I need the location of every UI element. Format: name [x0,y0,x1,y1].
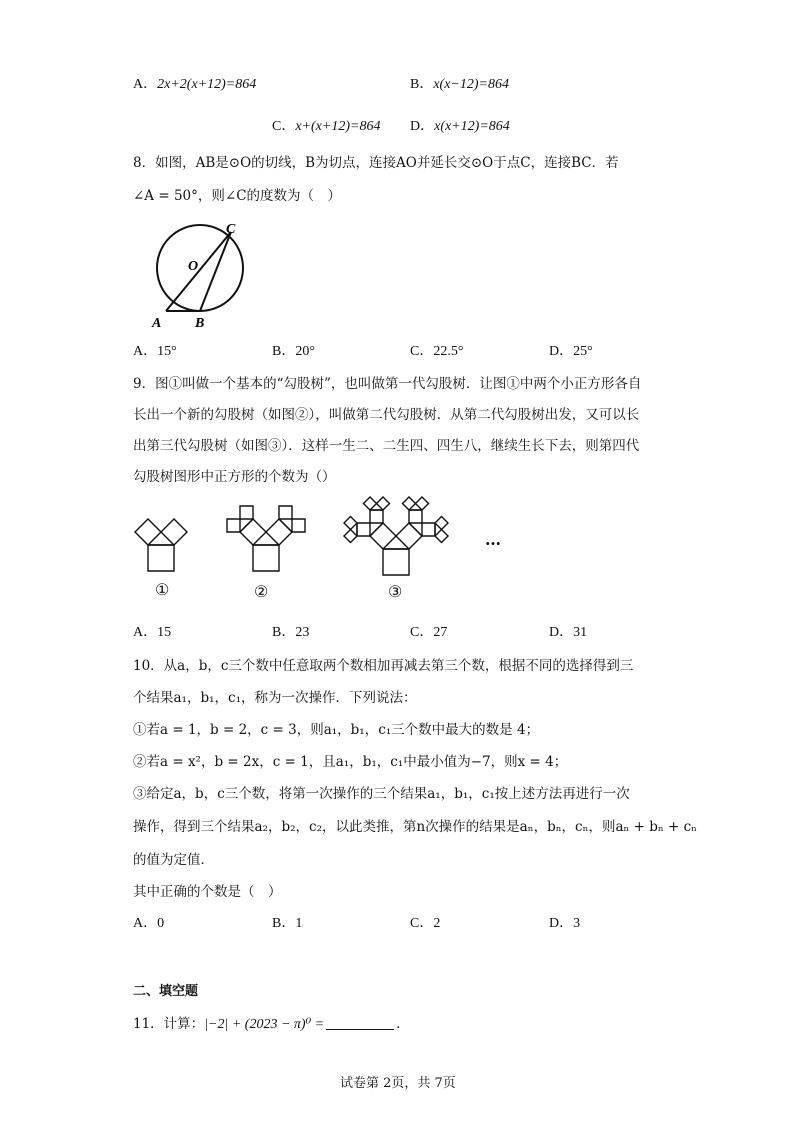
q8-option-c: C．22.5° [410,344,464,359]
square [383,549,409,575]
q10-ask: 其中正确的个数是（ ） [133,884,282,900]
q7-option-b: B．x(x−12)=864 [410,77,509,92]
q10-option-b: B．1 [272,916,303,931]
square [409,510,422,523]
q10-statement-3-line3: 的值为定值． [133,852,214,868]
square [416,497,429,510]
q8-stem-line1: 8．如图，AB是⊙O的切线，B为切点，连接AO并延长交⊙O于点C，连接BC．若 [133,155,619,171]
square [422,523,435,536]
square [396,523,422,549]
q9-stem-line4: 勾股树图形中正方形的个数为（） [133,469,336,485]
section-title-fill-in: 二、填空题 [133,984,199,999]
label-b: B [195,316,205,331]
q7-option-c: C．x+(x+12)=864 [272,119,381,134]
q11 [133,1012,410,1033]
q8-option-d: D．25° [549,344,593,359]
q9-stem-line1: 9．图①叫做一个基本的“勾股树”，也叫做第一代勾股树．让图①中两个小正方形各自 [133,376,642,392]
square [240,519,266,545]
q10-statement-2: ②若a = x²，b = 2x，c = 1，且a₁，b₁，c₁中最小值为−7，则x = 4； [133,754,568,770]
figure-label-3: ③ [388,582,403,601]
q8-option-a: A．15° [133,344,177,359]
square [292,519,305,532]
q10-option-a: A．0 [133,916,165,931]
label-o: O [188,259,199,274]
q11-prefix: 11．计算： [133,1016,205,1032]
q7-option-d: D．x(x+12)=864 [410,119,510,134]
q9-option-d: D．31 [549,625,588,640]
q10-option-d: D．3 [549,916,581,931]
label-c: C [226,222,236,237]
square [135,519,161,545]
q7-option-a: A．2x+2(x+12)=864 [133,77,257,92]
q10-stem-line2: 个结果a₁，b₁，c₁，称为一次操作．下列说法： [133,690,417,706]
q10-statement-3-line1: ③给定a，b，c三个数，将第一次操作的三个结果a₁，b₁，c₁按上述方法再进行一次 [133,786,630,802]
square [344,530,357,543]
square [266,519,292,545]
square [148,545,174,571]
q9-option-a: A．15 [133,625,172,640]
figure-label-1: ① [155,580,170,599]
square [161,519,187,545]
q8-option-b: B．20° [272,344,315,359]
q11-answer-blank[interactable] [326,1029,394,1030]
q11-expression: |−2| + (2023 − π)⁰ = [204,1017,325,1032]
q9-stem-line2: 长出一个新的勾股树（如图②），叫做第二代勾股树．从第二代勾股树出发，又可以长 [133,407,640,423]
label-a: A [152,316,162,331]
square [253,545,279,571]
square [357,523,370,536]
square [240,506,253,519]
square [377,497,390,510]
q8-stem-line2: ∠A = 50°，则∠C的度数为（ ） [133,188,342,204]
square [370,510,383,523]
q10-stem-line1: 10．从a，b，c三个数中任意取两个数相加再减去第三个数，根据不同的选择得到三 [133,658,634,674]
square [435,530,448,543]
square [403,497,416,510]
q10-statement-1: ①若a = 1，b = 2，c = 3，则a₁，b₁，c₁三个数中最大的数是 4； [133,722,540,738]
q10-statement-3-line2: 操作，得到三个结果a₂，b₂，c₂，以此类推，第n次操作的结果是aₙ，bₙ，cₙ，则aₙ + bₙ + cₙ [133,819,698,835]
q9-option-b: B．23 [272,625,310,640]
ellipsis: … [485,530,501,549]
q11-suffix: ． [396,1016,410,1032]
q9-option-c: C．27 [410,625,448,640]
square [370,523,396,549]
square [279,506,292,519]
square [435,517,448,530]
page-footer: 试卷第 2页，共 7页 [340,1076,456,1091]
q10-option-c: C．2 [410,916,441,931]
q9-stem-line3: 出第三代勾股树（如图③）．这样一生二、二生四、四生八，继续生长下去，则第四代 [133,438,640,454]
square [344,517,357,530]
square [227,519,240,532]
figure-label-2: ② [254,582,269,601]
square [364,497,377,510]
